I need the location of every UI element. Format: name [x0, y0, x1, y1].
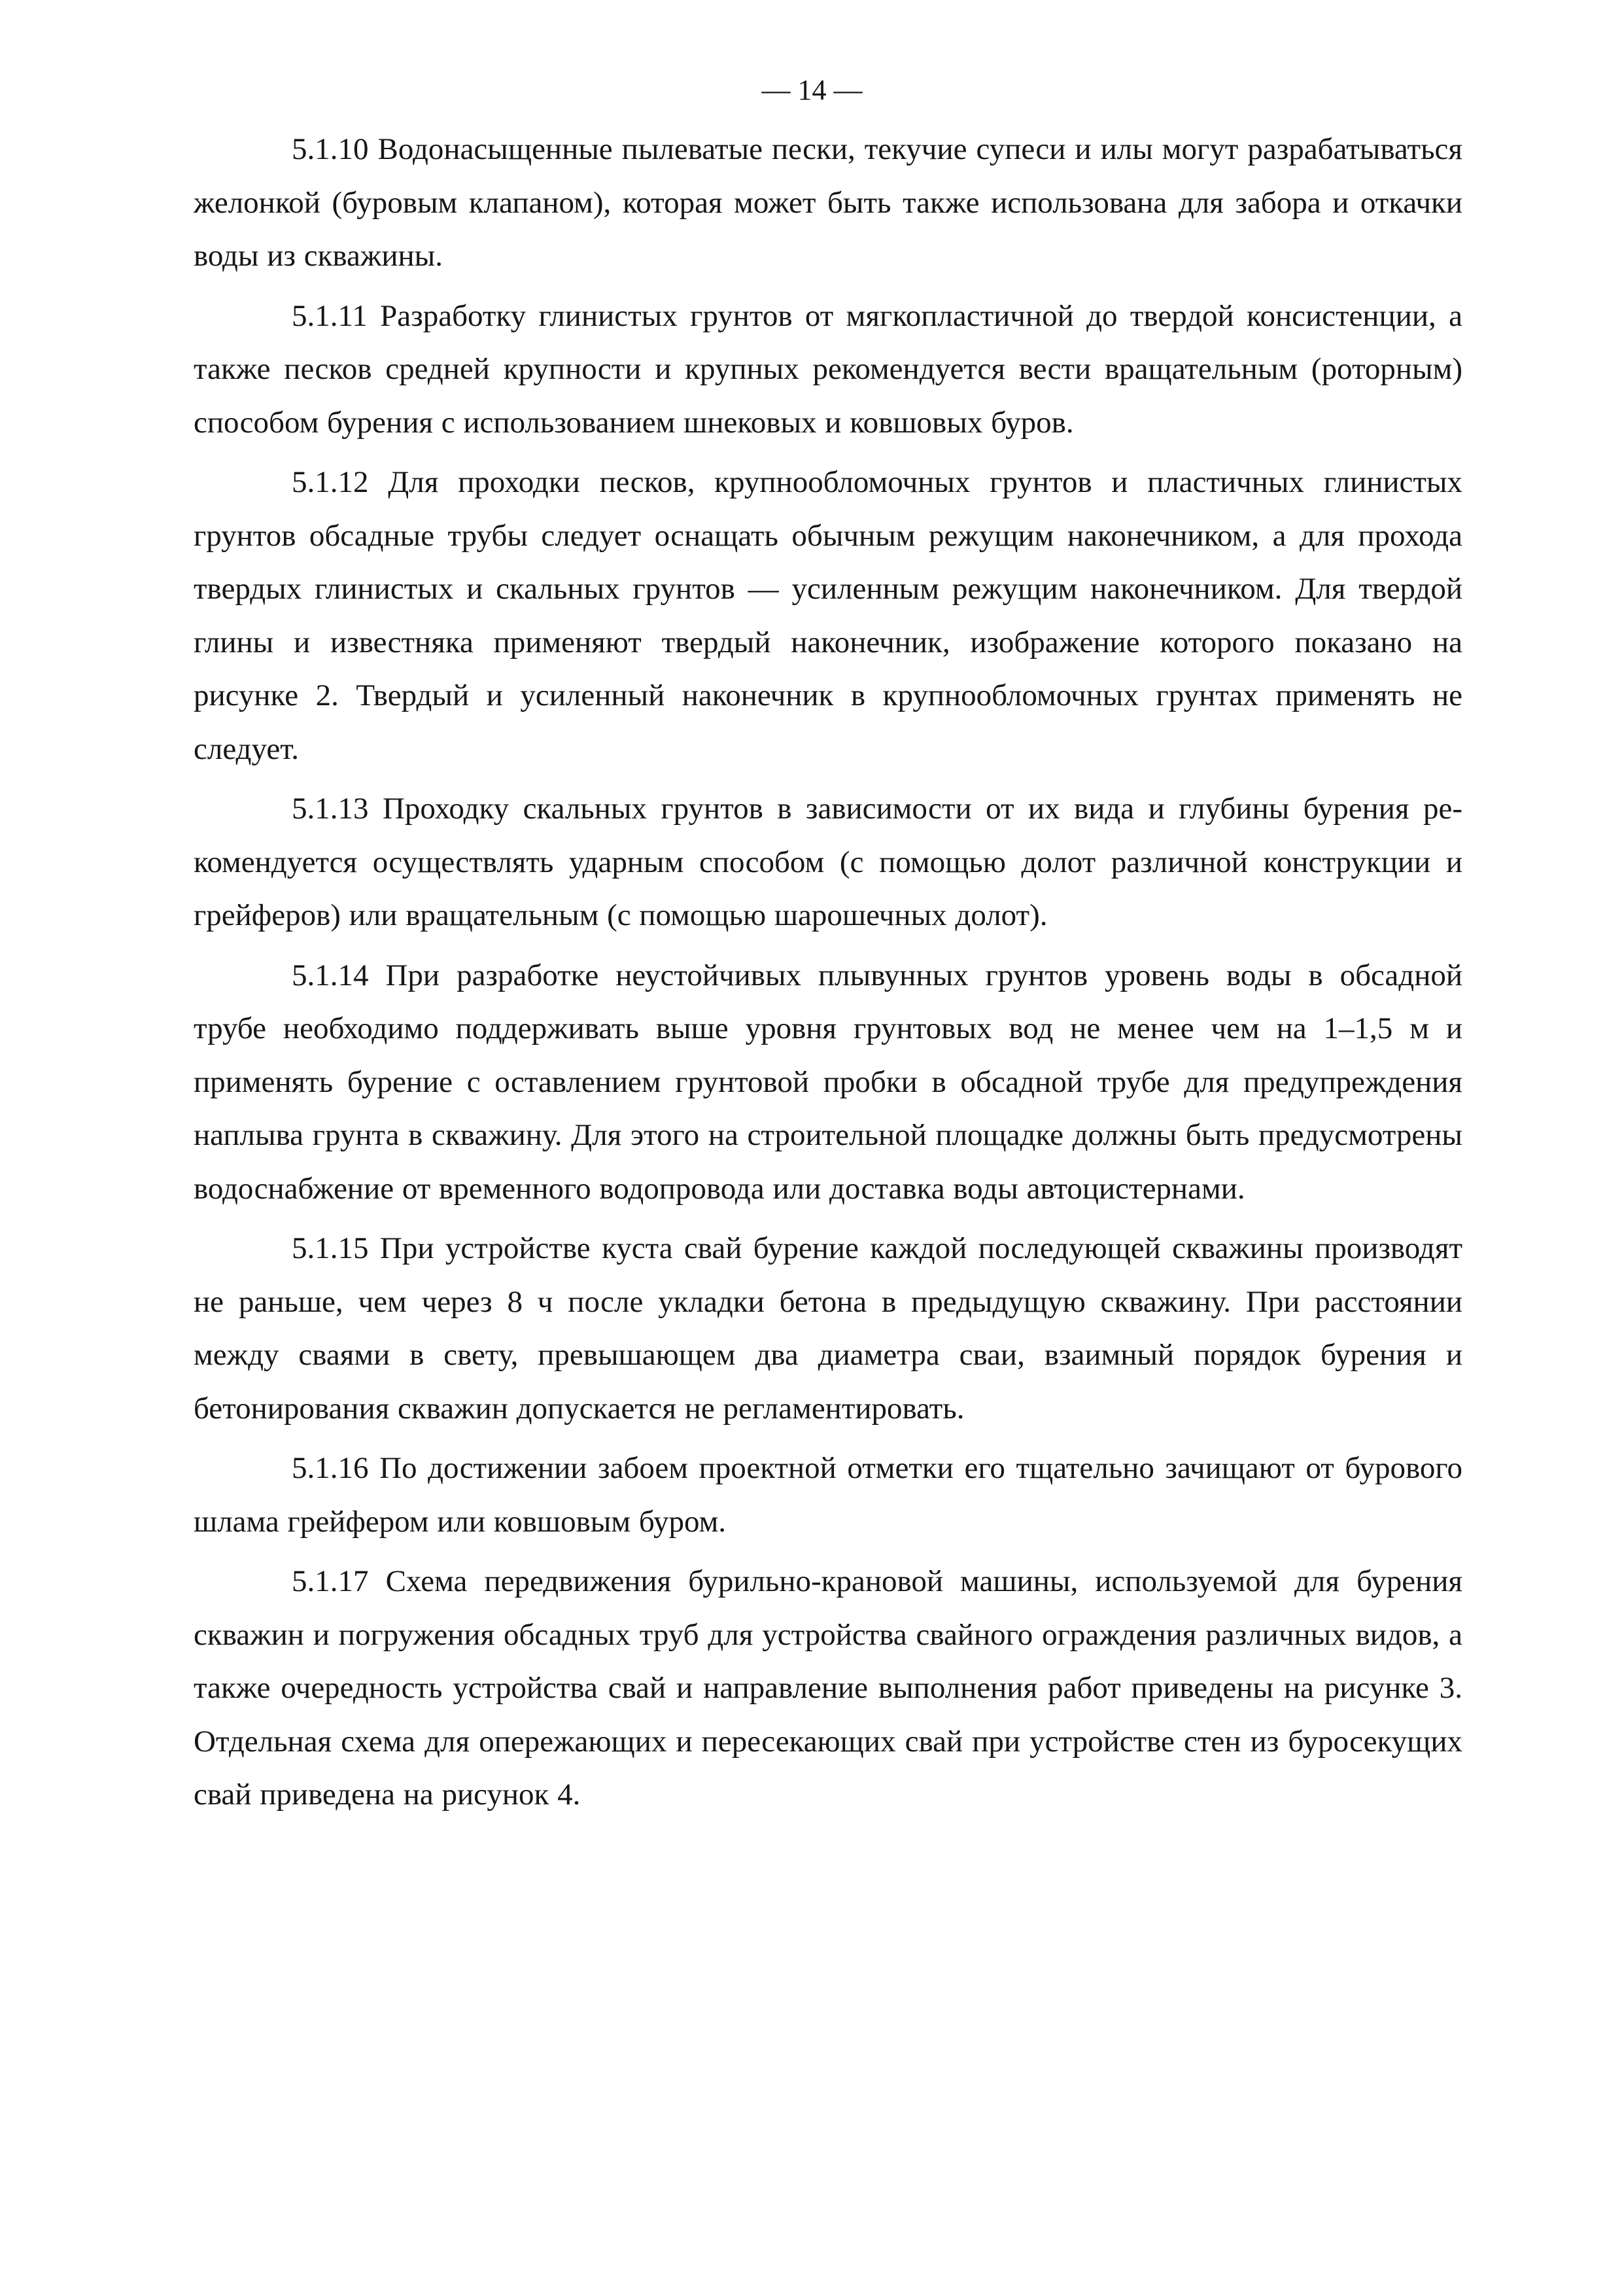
paragraph-number: 5.1.10	[292, 132, 369, 166]
paragraph-text: Водонасыщенные пылеватые пески, текучие супеси и илы могут разрабатываться желонкой (буровым клапаном), которая может быть также использована для забора и откачки воды из скважины.	[194, 132, 1462, 273]
paragraph-number: 5.1.15	[292, 1231, 369, 1265]
document-body	[194, 123, 1462, 1822]
paragraph-text: Проходку скальных грунтов в зависимости от их вида и глубины бурения рекомендуется осуществлять ударным способом (с помощью долот различной конструкции и грейферов) или вращательным (с помощью шарошечных долот).	[194, 792, 1462, 932]
paragraph-5-1-17	[194, 1555, 1462, 1822]
paragraph-number: 5.1.14	[292, 958, 369, 992]
paragraph-text: Разработку глинистых грунтов от мягкопластичной до твердой консистенции, а также песков средней крупности и крупных рекомендуется вести вращательным (роторным) способом бурения с использованием шнековых и ковшовых буров.	[194, 298, 1462, 440]
paragraph-5-1-11	[194, 290, 1462, 450]
page-number: — 14 —	[761, 74, 863, 106]
paragraph-number: 5.1.11	[292, 298, 368, 333]
paragraph-5-1-10	[194, 123, 1462, 283]
paragraph-number: 5.1.13	[292, 792, 369, 826]
paragraph-number: 5.1.16	[292, 1451, 369, 1485]
paragraph-text: По достижении забоем проектной отметки его тщательно зачищают от бурового шлама грейфером или ковшовым буром.	[194, 1451, 1463, 1539]
paragraph-5-1-12	[194, 456, 1462, 776]
paragraph-number: 5.1.12	[292, 465, 369, 499]
paragraph-5-1-13	[194, 782, 1462, 943]
paragraph-5-1-15	[194, 1222, 1462, 1435]
paragraph-text: При устройстве куста свай бурение каждой последующей скважины производят не раньше, чем через 8 ч после укладки бетона в предыдущую скважину. При расстоянии между сваями в свету, превышающем два диаметра сваи, взаимный порядок бурения и бетонирования скважин допускается не регламентировать.	[194, 1231, 1463, 1426]
paragraph-text: При разработке неустойчивых плывунных грунтов уровень воды в обсадной трубе необходимо поддерживать выше уровня грунтовых вод не менее чем на 1–1,5 м и применять бурение с оставлением грунтовой пробки в обсадной трубе для предупреждения наплыва грунта в скважину. Для этого на строительной площадке должны быть предусмотрены водоснабжение от временного водопровода или доставка воды автоцистернами.	[194, 958, 1462, 1206]
paragraph-text: Схема передвижения бурильно-крановой машины, используемой для бурения скважин и погружения обсадных труб для устройства свайного ограждения различных видов, а также очередность устройства свай и направление выполнения работ приведены на рисунке 3. Отдельная схема для опережающих и пересекающих свай при устройстве стен из буросекущих свай приведена на рисунок 4.	[194, 1564, 1462, 1812]
paragraph-text: Для проходки песков, крупнообломочных грунтов и пластичных глинистых грунтов обсадные трубы следует оснащать обычным режущим наконечником, а для прохода твердых глинистых и скальных грунтов — усиленным режущим наконечником. Для твердой глины и известняка применяют твердый наконечник, изображение которого показано на рисунке 2. Твердый и усиленный наконечник в крупнообломочных грунтах применять не следует.	[194, 465, 1462, 766]
paragraph-5-1-16	[194, 1442, 1462, 1549]
paragraph-5-1-14	[194, 949, 1462, 1216]
paragraph-number: 5.1.17	[292, 1564, 369, 1598]
